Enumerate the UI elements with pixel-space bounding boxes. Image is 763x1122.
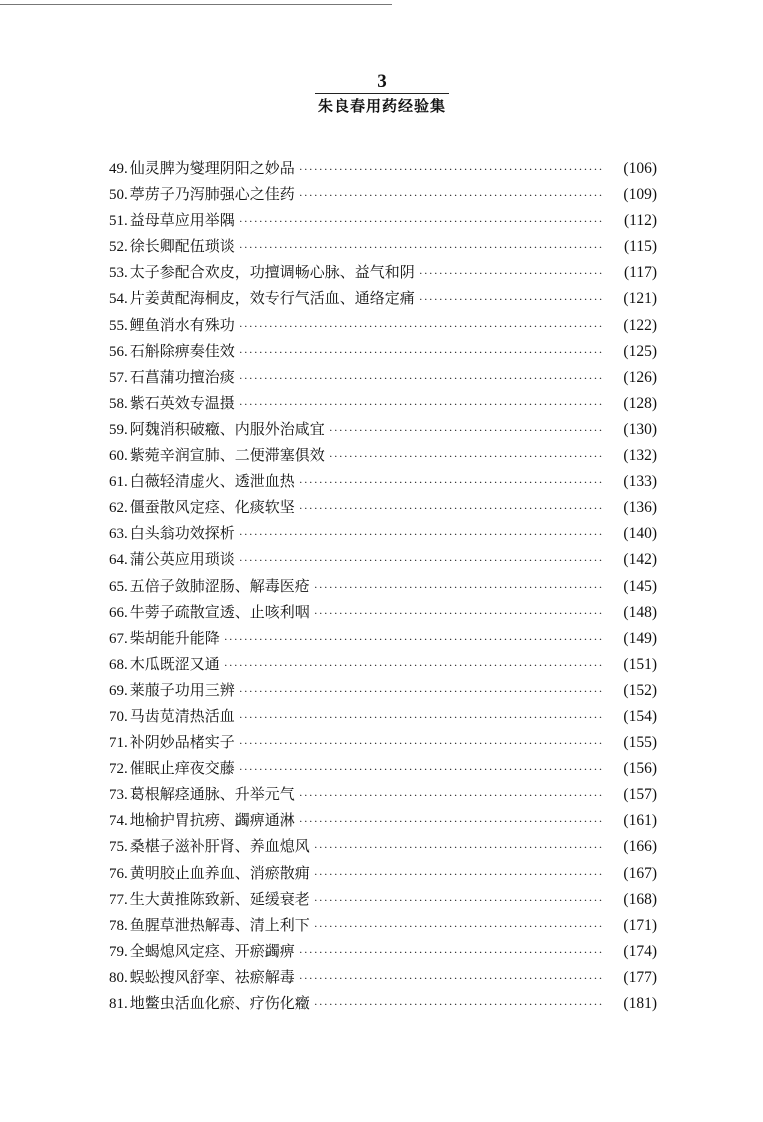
toc-entry-title: 阿魏消积破癥、内服外治咸宜 [129, 419, 325, 438]
toc-entry-page: (166) [623, 838, 657, 856]
toc-entry-page: (155) [623, 734, 657, 752]
page-number: 3 [377, 71, 387, 92]
toc-entry [109, 548, 657, 574]
toc-entry-number: 81. [109, 996, 128, 1012]
toc-entry-number: 53. [109, 265, 128, 282]
toc-entry-number: 52. [109, 239, 128, 256]
dot-leader [314, 840, 603, 855]
toc-entry-title: 紫菀辛润宣肺、二便滞塞俱效 [129, 446, 325, 465]
dot-leader [299, 501, 603, 516]
toc-entry-page: (109) [623, 186, 657, 204]
toc-entry [109, 627, 657, 653]
dot-leader [224, 658, 603, 673]
toc-entry-number: 72. [109, 761, 128, 778]
toc-entry [109, 470, 657, 496]
toc-entry [109, 992, 657, 1018]
dot-leader [239, 345, 603, 360]
dot-leader [239, 736, 603, 751]
toc-entry-number: 54. [109, 291, 128, 308]
toc-entry-page: (125) [623, 342, 657, 360]
dot-leader [299, 475, 603, 490]
toc-entry-title: 地鳖虫活血化瘀、疗伤化癥 [129, 994, 310, 1012]
toc-entry-number: 58. [109, 395, 128, 412]
toc-entry [109, 705, 657, 731]
toc-entry [109, 809, 657, 835]
toc-entry-title: 五倍子敛肺涩肠、解毒医疮 [129, 576, 310, 595]
toc-entry-page: (126) [623, 368, 657, 386]
toc-entry-title: 黄明胶止血养血、消瘀散痈 [129, 863, 310, 882]
toc-entry-title: 蜈蚣搜风舒挛、祛瘀解毒 [129, 967, 295, 986]
dot-leader [299, 162, 603, 177]
toc-entry [109, 835, 657, 861]
toc-entry-title: 牛蒡子疏散宣透、止咳利咽 [129, 602, 310, 621]
dot-leader [239, 319, 603, 334]
dot-leader [314, 893, 603, 908]
toc-entry-title: 蒲公英应用琐谈 [129, 550, 235, 569]
toc-entry-title: 葶苈子乃泻肺强心之佳药 [129, 185, 295, 204]
table-of-contents [109, 157, 657, 1018]
dot-leader [419, 292, 603, 307]
toc-entry-title: 白薇轻清虚火、透泄血热 [129, 472, 295, 491]
toc-entry-page: (156) [623, 760, 657, 778]
toc-entry-title: 葛根解痉通脉、升举元气 [129, 785, 295, 804]
toc-entry-title: 白头翁功效探析 [129, 524, 235, 543]
toc-entry-page: (177) [623, 968, 657, 986]
toc-entry-page: (167) [623, 864, 657, 882]
toc-entry-page: (152) [623, 681, 657, 699]
toc-entry [109, 940, 657, 966]
toc-entry [109, 966, 657, 992]
toc-entry-page: (140) [623, 525, 657, 543]
toc-entry-title: 片姜黄配海桐皮，效专行气活血、通络定痛 [129, 289, 415, 308]
dot-leader [314, 919, 603, 934]
toc-entry-number: 68. [109, 656, 128, 673]
toc-entry-title: 仙灵脾为燮理阴阳之妙品 [129, 159, 295, 177]
toc-entry-page: (122) [623, 316, 657, 334]
toc-entry-page: (106) [623, 160, 657, 177]
toc-entry [109, 914, 657, 940]
toc-entry-title: 生大黄推陈致新、延缓衰老 [129, 889, 310, 908]
toc-entry-number: 56. [109, 343, 128, 360]
toc-entry [109, 287, 657, 313]
dot-leader [329, 423, 603, 438]
dot-leader [299, 188, 603, 203]
toc-entry-title: 僵蚕散风定痉、化痰软坚 [129, 498, 295, 517]
toc-entry-number: 50. [109, 187, 128, 204]
toc-entry-title: 莱菔子功用三辨 [129, 680, 235, 699]
toc-entry-page: (130) [623, 420, 657, 438]
toc-entry-number: 55. [109, 317, 128, 334]
toc-entry [109, 444, 657, 470]
dot-leader [239, 762, 603, 777]
dot-leader [239, 214, 603, 229]
toc-entry-number: 67. [109, 630, 128, 647]
toc-entry-page: (112) [624, 212, 657, 230]
dot-leader [239, 710, 603, 725]
toc-entry-number: 57. [109, 369, 128, 386]
toc-entry-page: (145) [623, 577, 657, 595]
dot-leader [299, 945, 603, 960]
header-rule [315, 93, 449, 94]
toc-entry [109, 783, 657, 809]
toc-entry-number: 75. [109, 839, 128, 856]
dot-leader [224, 632, 603, 647]
toc-entry [109, 601, 657, 627]
toc-entry-number: 70. [109, 708, 128, 725]
toc-entry-number: 63. [109, 526, 128, 543]
toc-entry-number: 49. [109, 161, 128, 177]
toc-entry-page: (121) [623, 290, 657, 308]
toc-entry [109, 731, 657, 757]
dot-leader [239, 240, 603, 255]
toc-entry-page: (161) [623, 812, 657, 830]
toc-entry-page: (128) [623, 394, 657, 412]
dot-leader [314, 997, 603, 1012]
toc-entry-number: 73. [109, 787, 128, 804]
toc-entry-title: 紫石英效专温摄 [129, 393, 235, 412]
toc-entry [109, 340, 657, 366]
toc-entry-number: 61. [109, 474, 128, 491]
toc-entry [109, 575, 657, 601]
toc-entry-title: 鱼腥草泄热解毒、清上利下 [129, 915, 310, 934]
toc-entry-number: 71. [109, 735, 128, 752]
dot-leader [299, 788, 603, 803]
toc-entry-page: (136) [623, 499, 657, 517]
dot-leader [329, 449, 603, 464]
dot-leader [419, 266, 603, 281]
toc-entry [109, 183, 657, 209]
toc-entry-page: (168) [623, 890, 657, 908]
dot-leader [299, 814, 603, 829]
toc-entry-number: 78. [109, 917, 128, 934]
toc-entry [109, 261, 657, 287]
dot-leader [239, 684, 603, 699]
running-title: 朱良春用药经验集 [317, 97, 446, 115]
toc-entry-title: 徐长卿配伍琐谈 [129, 237, 235, 256]
toc-entry-page: (181) [623, 995, 657, 1012]
toc-entry-title: 催眠止痒夜交藤 [129, 759, 235, 778]
toc-entry-page: (157) [623, 786, 657, 804]
dot-leader [239, 527, 603, 542]
toc-entry-page: (154) [623, 707, 657, 725]
dot-leader [314, 867, 603, 882]
toc-entry-number: 66. [109, 604, 128, 621]
toc-entry [109, 888, 657, 914]
dot-leader [314, 580, 603, 595]
toc-entry-title: 马齿苋清热活血 [129, 706, 235, 725]
page-header [315, 72, 449, 115]
toc-entry-page: (133) [623, 473, 657, 491]
toc-entry-number: 80. [109, 969, 128, 986]
toc-entry [109, 862, 657, 888]
toc-entry [109, 522, 657, 548]
toc-entry [109, 157, 657, 183]
toc-entry [109, 235, 657, 261]
toc-entry-title: 石菖蒲功擅治痰 [129, 367, 235, 386]
dot-leader [314, 606, 603, 621]
toc-entry-number: 62. [109, 500, 128, 517]
toc-entry-number: 59. [109, 421, 128, 438]
toc-entry-title: 补阴妙品楮实子 [129, 733, 235, 752]
toc-entry-title: 地榆护胃抗痨、蠲痹通淋 [129, 811, 295, 830]
dot-leader [239, 553, 603, 568]
toc-entry-page: (174) [623, 942, 657, 960]
toc-entry-title: 柴胡能升能降 [129, 628, 220, 647]
toc-entry-title: 鲤鱼消水有殊功 [129, 315, 235, 334]
toc-entry-number: 64. [109, 552, 128, 569]
dot-leader [239, 371, 603, 386]
toc-entry-page: (142) [623, 551, 657, 569]
toc-entry-title: 太子参配合欢皮，功擅调畅心脉、益气和阴 [129, 263, 415, 282]
toc-entry-title: 木瓜既涩又通 [129, 654, 220, 673]
toc-entry-page: (171) [623, 916, 657, 934]
toc-entry [109, 496, 657, 522]
toc-entry [109, 314, 657, 340]
toc-entry-number: 77. [109, 891, 128, 908]
toc-entry-page: (151) [623, 655, 657, 673]
toc-entry [109, 757, 657, 783]
toc-entry-page: (149) [623, 629, 657, 647]
toc-entry-number: 69. [109, 682, 128, 699]
toc-entry-title: 桑椹子滋补肝肾、养血熄风 [129, 837, 310, 856]
toc-entry-number: 74. [109, 813, 128, 830]
dot-leader [299, 971, 603, 986]
toc-entry [109, 209, 657, 235]
toc-entry [109, 418, 657, 444]
toc-entry [109, 653, 657, 679]
toc-entry-title: 全蝎熄风定痉、开瘀蠲痹 [129, 941, 295, 960]
toc-entry-number: 79. [109, 943, 128, 960]
toc-entry-number: 51. [109, 213, 128, 230]
toc-entry [109, 366, 657, 392]
scan-top-rule [0, 4, 392, 5]
toc-entry-number: 65. [109, 578, 128, 595]
toc-entry-page: (117) [624, 264, 657, 282]
toc-entry-page: (148) [623, 603, 657, 621]
toc-entry-title: 石斛除痹奏佳效 [129, 341, 235, 360]
dot-leader [239, 397, 603, 412]
toc-entry [109, 392, 657, 418]
toc-entry-title: 益母草应用举隅 [129, 211, 235, 230]
toc-entry-page: (115) [624, 238, 657, 256]
toc-entry-number: 76. [109, 865, 128, 882]
toc-entry-number: 60. [109, 448, 128, 465]
toc-entry [109, 679, 657, 705]
toc-entry-page: (132) [623, 447, 657, 465]
